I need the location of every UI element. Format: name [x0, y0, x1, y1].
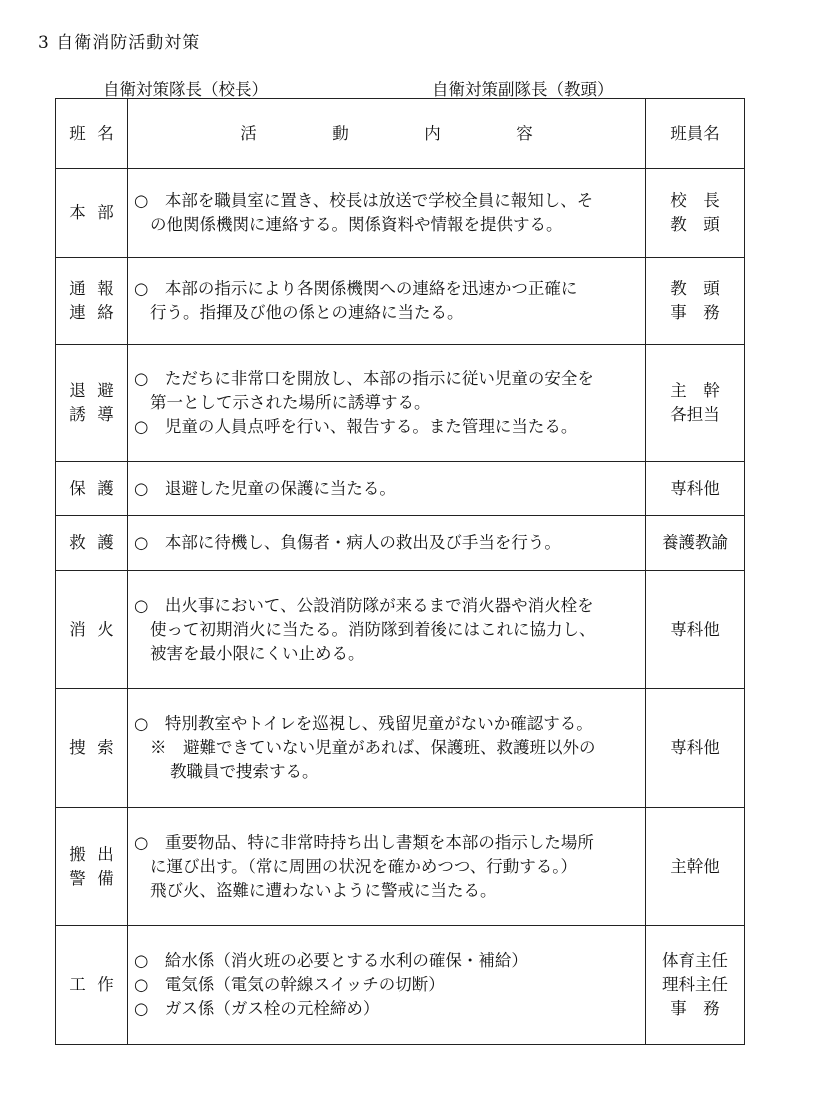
team-members	[646, 516, 745, 571]
member-line: 主幹他	[670, 856, 720, 876]
activity-content	[128, 689, 646, 808]
team-name: 消 火	[56, 571, 128, 689]
team-members	[646, 571, 745, 689]
team-members	[646, 462, 745, 516]
activity-line: ○ 特別教室やトイレを巡視し、残留児童がないか確認する。	[134, 714, 593, 733]
member-line: 事 務	[670, 303, 720, 322]
activity-content	[128, 345, 646, 462]
table-row	[56, 516, 745, 571]
team-members	[646, 689, 745, 808]
captain-label: 自衛対策隊長（校長）	[103, 80, 268, 99]
activity-line: 飛び火、盗難に遭わないように警戒に当たる。	[150, 880, 497, 900]
activity-content	[128, 926, 646, 1045]
section-title: 3 自衛消防活動対策	[38, 33, 201, 53]
header-activity: 活 動 内 容	[128, 99, 646, 169]
team-members	[646, 258, 745, 345]
member-line: 主 幹	[670, 381, 720, 400]
team-name: 捜 索	[56, 689, 128, 808]
header-members: 班員名	[646, 99, 745, 169]
activity-line: 行う。指揮及び他の係との連絡に当たる。	[150, 303, 464, 322]
member-line: 事 務	[670, 999, 720, 1018]
activity-line: ○ 児童の人員点呼を行い、報告する。また管理に当たる。	[134, 417, 578, 436]
activity-content	[128, 516, 646, 571]
table-header-row	[56, 99, 745, 169]
member-line: 教 頭	[670, 215, 720, 234]
team-name: 本 部	[56, 169, 128, 258]
activity-line: 第一として示された場所に誘導する。	[150, 393, 431, 412]
activity-line: ○ 重要物品、特に非常時持ち出し書類を本部の指示した場所	[134, 832, 594, 852]
vice-captain-label: 自衛対策副隊長（教頭）	[432, 80, 614, 99]
activity-line: ○ 給水係（消火班の必要とする水利の確保・補給）	[134, 951, 528, 970]
activity-line: の他関係機関に連絡する。関係資料や情報を提供する。	[150, 215, 563, 234]
activity-content	[128, 462, 646, 516]
team-name: 保 護	[56, 462, 128, 516]
member-line: 校 長	[670, 191, 720, 210]
table-row	[56, 571, 745, 689]
team-name: 退 避 誘 導	[56, 345, 128, 462]
activity-line: 被害を最小限にくい止める。	[150, 643, 365, 663]
member-line: 養護教諭	[662, 533, 728, 552]
member-line: 体育主任	[662, 951, 728, 970]
team-members	[646, 926, 745, 1045]
table-row	[56, 689, 745, 808]
table-row	[56, 258, 745, 345]
activity-content	[128, 571, 646, 689]
activity-line: ○ 本部に待機し、負傷者・病人の救出及び手当を行う。	[134, 533, 561, 552]
activity-line: ※ 避難できていない児童があれば、保護班、救護班以外の	[150, 738, 596, 757]
activity-line: ○ 本部の指示により各関係機関への連絡を迅速かつ正確に	[134, 279, 578, 298]
member-line: 教 頭	[670, 279, 720, 298]
activity-content	[128, 808, 646, 926]
activity-line: ○ 電気係（電気の幹線スイッチの切断）	[134, 975, 445, 994]
member-line: 各担当	[670, 405, 720, 424]
activity-line: ○ 出火事において、公設消防隊が来るまで消火器や消火栓を	[134, 595, 594, 615]
activity-line: 使って初期消火に当たる。消防隊到着後にはこれに協力し、	[150, 619, 596, 639]
team-members	[646, 169, 745, 258]
table-row	[56, 462, 745, 516]
activity-line: ○ ただちに非常口を開放し、本部の指示に従い児童の安全を	[134, 369, 594, 388]
activity-line: に運び出す。（常に周囲の状況を確かめつつ、行動する。）	[150, 856, 578, 876]
activity-line: 教職員で捜索する。	[170, 762, 319, 781]
team-name: 工 作	[56, 926, 128, 1045]
member-line: 専科他	[670, 619, 720, 639]
activity-line: ○ ガス係（ガス栓の元栓締め）	[134, 999, 380, 1018]
activity-line: ○ 本部を職員室に置き、校長は放送で学校全員に報知し、そ	[134, 191, 594, 210]
table-row	[56, 345, 745, 462]
activity-content	[128, 258, 646, 345]
member-line: 理科主任	[662, 975, 728, 994]
activity-line: ○ 退避した児童の保護に当たる。	[134, 478, 396, 498]
member-line: 専科他	[670, 478, 720, 498]
header-team-name: 班 名	[56, 99, 128, 169]
table-row	[56, 926, 745, 1045]
team-members	[646, 345, 745, 462]
team-name: 救 護	[56, 516, 128, 571]
activity-table	[55, 98, 745, 1045]
member-line: 専科他	[670, 738, 720, 757]
table-row	[56, 169, 745, 258]
table-row	[56, 808, 745, 926]
activity-content	[128, 169, 646, 258]
team-members	[646, 808, 745, 926]
team-name: 搬 出 警 備	[56, 808, 128, 926]
team-name: 通 報 連 絡	[56, 258, 128, 345]
